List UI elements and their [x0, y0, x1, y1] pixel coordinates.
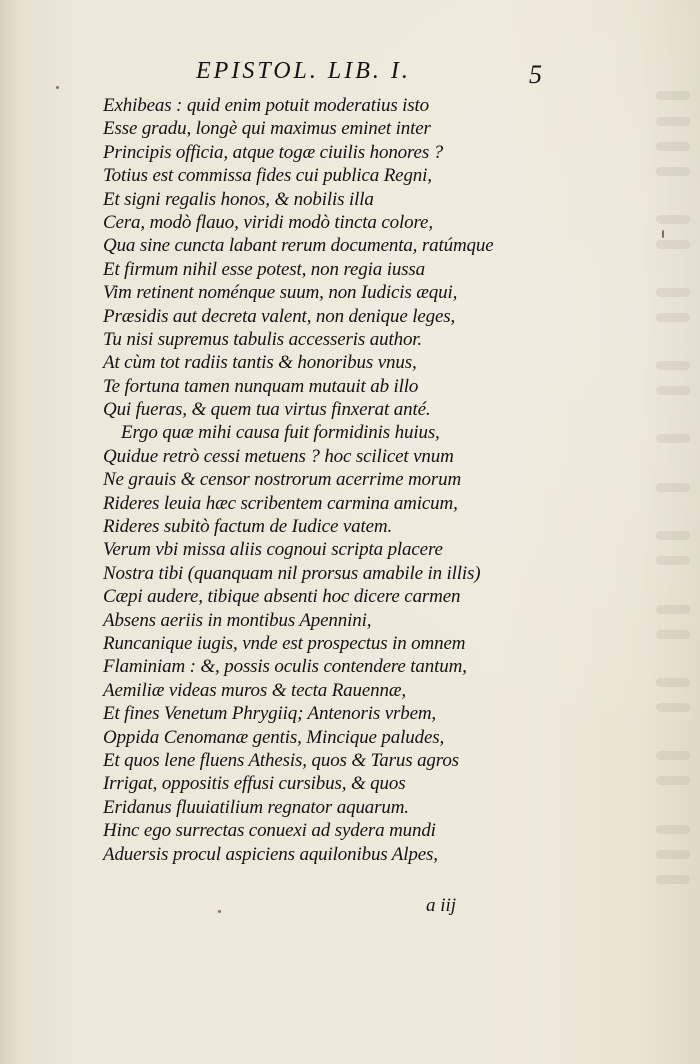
- verse-line: Flaminiam : &, possis oculis contendere tantum,: [103, 656, 467, 678]
- verse-line: Præsidis aut decreta valent, non denique leges,: [103, 305, 456, 327]
- verse-line: Et quos lene fluens Athesis, quos & Tarus agros: [103, 749, 459, 771]
- verse-line: Runcanique iugis, vnde est prospectus in omnem: [103, 632, 466, 654]
- verse-line: Qui fueras, & quem tua virtus finxerat anté.: [103, 399, 431, 421]
- verse-line: Verum vbi missa aliis cognoui scripta placere: [103, 539, 443, 561]
- verse-text: [103, 94, 573, 866]
- verse-line: Nostra tibi (quanquam nil prorsus amabile in illis): [103, 562, 481, 584]
- verse-line: Rideres leuia hæc scribentem carmina amicum,: [103, 492, 458, 514]
- show-through-text: [652, 85, 700, 905]
- page-number: 5: [529, 60, 542, 89]
- verse-line: Te fortuna tamen nunquam mutauit ab illo: [103, 375, 419, 397]
- verse-line: Quidue retrò cessi metuens ? hoc scilicet vnum: [103, 445, 454, 467]
- verse-line: Cæpi audere, tibique absenti hoc dicere carmen: [103, 586, 461, 608]
- signature-mark: a iij: [426, 895, 457, 916]
- running-head: EPISTOL. LIB. I.: [196, 58, 411, 84]
- verse-line: Vim retinent noménque suum, non Iudicis æqui,: [103, 282, 458, 304]
- verse-line: At cùm tot radiis tantis & honoribus vnus,: [103, 352, 417, 374]
- verse-line: Totius est commissa fides cui publica Regni,: [103, 165, 432, 187]
- verse-line: Oppida Cenomanæ gentis, Mincique paludes,: [103, 726, 445, 748]
- verse-line: Hinc ego surrectas conuexi ad sydera mundi: [103, 820, 436, 842]
- verse-line: Ne grauis & censor nostrorum acerrime morum: [103, 469, 462, 491]
- ink-speck: [56, 86, 59, 89]
- verse-line: Exhibeas : quid enim potuit moderatius isto: [103, 95, 430, 116]
- verse-line: Et fines Venetum Phrygiiq; Antenoris vrbem,: [103, 703, 437, 725]
- verse-line: Tu nisi supremus tabulis accesseris author.: [103, 328, 423, 350]
- verse-line: Et firmum nihil esse potest, non regia iussa: [103, 258, 426, 280]
- verse-line: Principis officia, atque togæ ciuilis honores ?: [103, 141, 444, 163]
- verse-line: Absens aeriis in montibus Apennini,: [103, 609, 372, 631]
- ink-speck: [662, 230, 664, 238]
- verse-line: Et signi regalis honos, & nobilis illa: [103, 188, 374, 210]
- verse-line: Irrigat, oppositis effusi cursibus, & quos: [103, 773, 406, 795]
- verse-line: Eridanus fluuiatilium regnator aquarum.: [103, 796, 409, 818]
- verse-line: Cera, modò flauo, viridi modò tincta colore,: [103, 211, 433, 233]
- page-header: [0, 58, 700, 92]
- ink-speck: [218, 910, 221, 913]
- verse-line: Esse gradu, longè qui maximus eminet inter: [103, 118, 431, 140]
- verse-line: Ergo quæ mihi causa fuit formidinis huius,: [121, 422, 440, 444]
- verse-line: Aduersis procul aspiciens aquilonibus Alpes,: [103, 843, 438, 865]
- verse-line: Qua sine cuncta labant rerum documenta, ratúmque: [103, 235, 494, 257]
- verse-line: Rideres subitò factum de Iudice vatem.: [103, 516, 393, 538]
- verse-line: Aemiliæ videas muros & tecta Rauennæ,: [103, 679, 406, 701]
